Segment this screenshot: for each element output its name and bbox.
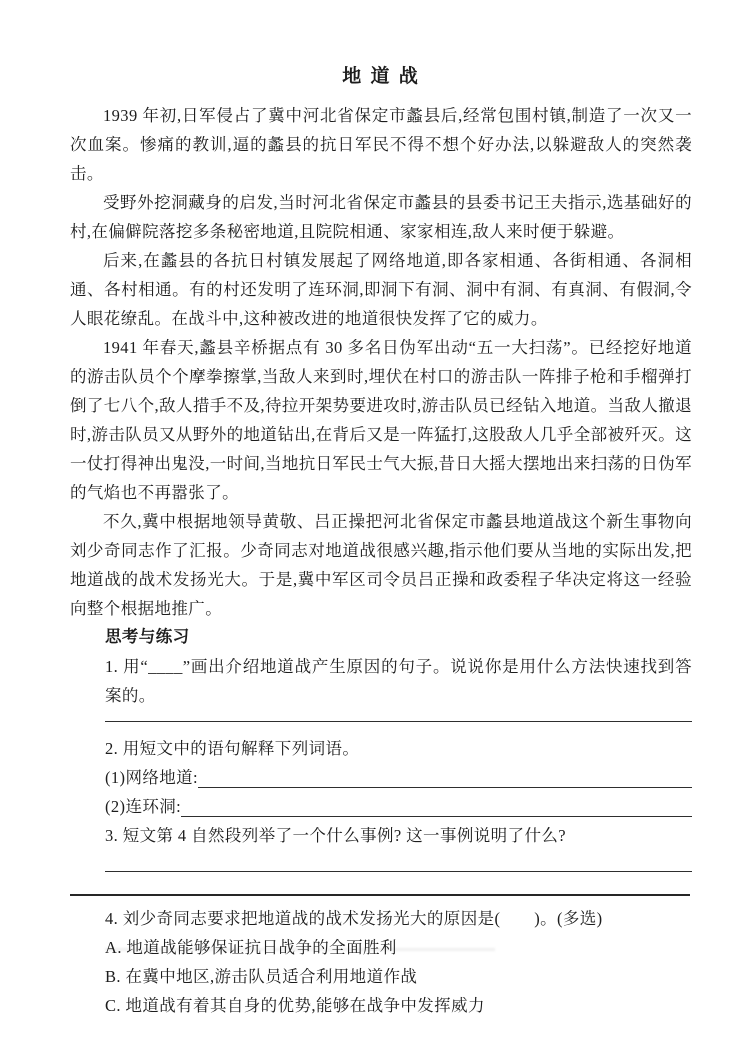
option-b: B. 在冀中地区,游击队员适合利用地道作战	[105, 967, 418, 986]
exercises-heading: 思考与练习	[105, 628, 190, 646]
question-2: 2. 用短文中的语句解释下列词语。	[105, 739, 360, 758]
document-title: 地 道 战	[342, 66, 420, 87]
page-showthrough	[105, 948, 495, 951]
fill-line-1	[198, 787, 692, 788]
option-c: C. 地道战有着其自身的优势,能够在战争中发挥威力	[105, 996, 485, 1015]
paragraph-3: 后来,在蠡县的各抗日村镇发展起了网络地道,即各家相通、各街相通、各洞相通、各村相通。有的村还发明了连环洞,即洞下有洞、洞中有洞、有真洞、有假洞,令人眼花缭乱。在战斗中,这种被改进的地道很快发挥了它的威力。	[70, 251, 692, 328]
paragraph-5: 不久,冀中根据地领导黄敬、吕正操把河北省保定市蠡县地道战这个新生事物向刘少奇同志作了汇报。少奇同志对地道战很感兴趣,指示他们要从当地的实际出发,把地道战的战术发扬光大。于是,冀中军区司令员吕正操和政委程子华决定将这一经验向整个根据地推广。	[70, 512, 692, 618]
question-1: 1. 用“____”画出介绍地道战产生原因的句子。说说你是用什么方法快速找到答案的。	[105, 657, 692, 705]
document-body	[70, 62, 692, 1020]
multiple-choice-section	[105, 904, 692, 1020]
section-divider	[70, 894, 690, 896]
option-a: A. 地道战能够保证抗日战争的全面胜利	[105, 938, 397, 957]
fill-item-1-label: (1)网络地道:	[105, 768, 199, 787]
paragraph-1: 1939 年初,日军侵占了冀中河北省保定市蠡县后,经常包围村镇,制造了一次又一次血案。惨痛的教训,逼的蠡县的抗日军民不得不想个好办法,以躲避敌人的突然袭击。	[70, 106, 692, 183]
exercises-section	[105, 623, 692, 872]
fill-item-2-label: (2)连环洞:	[105, 797, 182, 816]
fill-item-2	[105, 792, 692, 821]
fill-line-2	[181, 816, 692, 817]
question-4: 4. 刘少奇同志要求把地道战的战术发扬光大的原因是( )。(多选)	[105, 909, 603, 928]
question-3: 3. 短文第 4 自然段列举了一个什么事例? 这一事例说明了什么?	[105, 826, 566, 845]
fill-item-1	[105, 763, 692, 792]
answer-line-q1	[105, 710, 692, 722]
answer-line-q3	[105, 850, 692, 872]
paragraph-2: 受野外挖洞藏身的启发,当时河北省保定市蠡县的县委书记王夫指示,选基础好的村,在偏僻院落挖多条秘密地道,且院院相通、家家相连,敌人来时便于躲避。	[70, 193, 692, 241]
paragraph-4: 1941 年春天,蠡县辛桥据点有 30 多名日伪军出动“五一大扫荡”。已经挖好地道的游击队员个个摩拳擦掌,当敌人来到时,埋伏在村口的游击队一阵排子枪和手榴弹打倒了七八个,敌人措手不及,待拉开架势要进攻时,游击队员已经钻入地道。当敌人撤退时,游击队员又从野外的地道钻出,在背后又是一阵猛打,这股敌人几乎全部被歼灭。这一仗打得神出鬼没,一时间,当地抗日军民士气大振,昔日大摇大摆地出来扫荡的日伪军的气焰也不再嚣张了。	[70, 338, 692, 502]
